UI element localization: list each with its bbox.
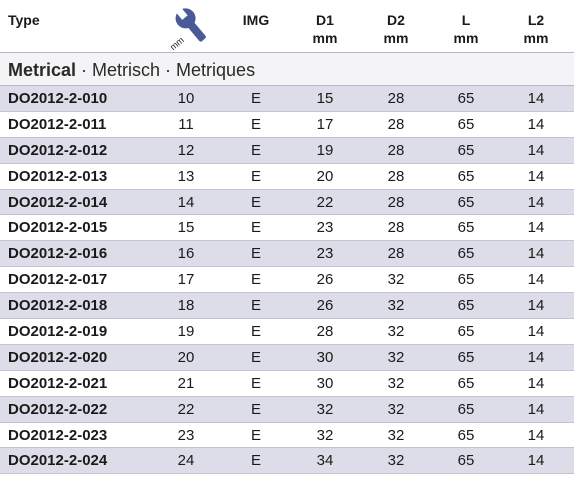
cell-img: E bbox=[250, 323, 261, 341]
cell-d2: 28 bbox=[387, 245, 405, 263]
table-row bbox=[0, 448, 574, 474]
table-row bbox=[0, 215, 574, 241]
table-row bbox=[0, 138, 574, 164]
cell-l: 65 bbox=[457, 271, 475, 289]
header-d2 bbox=[370, 0, 422, 52]
cell-d2: 28 bbox=[387, 115, 405, 133]
cell-sw: 12 bbox=[177, 141, 195, 159]
cell-type: DO2012-2-022 bbox=[8, 400, 108, 418]
table-header bbox=[0, 0, 574, 52]
cell-l: 65 bbox=[457, 297, 475, 315]
header-d1-unit: mm bbox=[312, 30, 338, 46]
section-subtitle: · Metrisch · Metriques bbox=[76, 60, 256, 80]
table-row bbox=[0, 397, 574, 423]
table-row bbox=[0, 190, 574, 216]
cell-d1: 23 bbox=[316, 245, 334, 263]
cell-img: E bbox=[250, 348, 261, 366]
cell-d2: 32 bbox=[387, 400, 405, 418]
cell-l: 65 bbox=[457, 348, 475, 366]
cell-d2: 32 bbox=[387, 297, 405, 315]
cell-d1: 26 bbox=[316, 271, 334, 289]
header-l bbox=[440, 0, 492, 52]
cell-img: E bbox=[250, 219, 261, 237]
cell-l2: 14 bbox=[527, 245, 545, 263]
header-img-label: IMG bbox=[242, 12, 270, 28]
cell-l: 65 bbox=[457, 90, 475, 107]
cell-l2: 14 bbox=[527, 141, 545, 159]
header-l2-label: L2 bbox=[527, 12, 545, 28]
table-row bbox=[0, 345, 574, 371]
cell-l: 65 bbox=[457, 323, 475, 341]
table-row bbox=[0, 267, 574, 293]
cell-type: DO2012-2-011 bbox=[8, 115, 107, 133]
table-row bbox=[0, 293, 574, 319]
cell-l2: 14 bbox=[527, 167, 545, 185]
cell-l: 65 bbox=[457, 400, 475, 418]
cell-type: DO2012-2-012 bbox=[8, 141, 108, 159]
cell-type: DO2012-2-017 bbox=[8, 271, 108, 289]
cell-l2: 14 bbox=[527, 426, 545, 444]
cell-img: E bbox=[250, 141, 261, 159]
cell-d1: 34 bbox=[316, 452, 334, 470]
cell-img: E bbox=[250, 452, 261, 470]
cell-d1: 22 bbox=[316, 193, 334, 211]
cell-img: E bbox=[250, 167, 261, 185]
cell-d2: 28 bbox=[387, 141, 405, 159]
cell-d2: 28 bbox=[387, 167, 405, 185]
wrench-icon bbox=[168, 4, 212, 50]
cell-l2: 14 bbox=[527, 400, 545, 418]
cell-img: E bbox=[250, 115, 261, 133]
cell-type: DO2012-2-010 bbox=[8, 90, 108, 107]
cell-type: DO2012-2-013 bbox=[8, 167, 108, 185]
cell-sw: 14 bbox=[177, 193, 195, 211]
section-heading bbox=[0, 52, 574, 86]
cell-d1: 17 bbox=[316, 115, 334, 133]
header-d1 bbox=[300, 0, 350, 52]
cell-l2: 14 bbox=[527, 452, 545, 470]
table-body bbox=[0, 86, 574, 474]
cell-l: 65 bbox=[457, 452, 475, 470]
cell-d1: 20 bbox=[316, 167, 334, 185]
cell-d2: 28 bbox=[387, 90, 405, 107]
cell-type: DO2012-2-019 bbox=[8, 323, 108, 341]
table-row bbox=[0, 86, 574, 112]
cell-type: DO2012-2-015 bbox=[8, 219, 108, 237]
cell-img: E bbox=[250, 400, 261, 418]
cell-l2: 14 bbox=[527, 297, 545, 315]
cell-l: 65 bbox=[457, 193, 475, 211]
cell-l2: 14 bbox=[527, 115, 545, 133]
cell-sw: 18 bbox=[177, 297, 195, 315]
wrench-unit-label: mm bbox=[168, 34, 186, 50]
cell-d2: 32 bbox=[387, 374, 405, 392]
cell-type: DO2012-2-014 bbox=[8, 193, 108, 211]
cell-d1: 26 bbox=[316, 297, 334, 315]
section-title: Metrical bbox=[8, 60, 77, 80]
table-row bbox=[0, 241, 574, 267]
cell-sw: 24 bbox=[177, 452, 195, 470]
header-l2 bbox=[508, 0, 564, 52]
cell-sw: 13 bbox=[177, 167, 195, 185]
header-d1-label: D1 bbox=[316, 12, 334, 28]
cell-d1: 23 bbox=[316, 219, 334, 237]
cell-sw: 22 bbox=[177, 400, 195, 418]
cell-l: 65 bbox=[457, 426, 475, 444]
cell-d1: 30 bbox=[316, 348, 334, 366]
cell-l2: 14 bbox=[527, 323, 545, 341]
table-row bbox=[0, 423, 574, 449]
table-row bbox=[0, 112, 574, 138]
cell-sw: 19 bbox=[177, 323, 195, 341]
cell-type: DO2012-2-018 bbox=[8, 297, 108, 315]
cell-img: E bbox=[250, 193, 261, 211]
cell-d1: 28 bbox=[316, 323, 334, 341]
cell-sw: 10 bbox=[177, 90, 195, 107]
cell-d2: 32 bbox=[387, 426, 405, 444]
cell-sw: 20 bbox=[177, 348, 195, 366]
cell-d1: 15 bbox=[316, 90, 334, 107]
cell-type: DO2012-2-024 bbox=[8, 452, 108, 470]
cell-l: 65 bbox=[457, 374, 475, 392]
cell-d1: 30 bbox=[316, 374, 334, 392]
cell-d1: 32 bbox=[316, 400, 334, 418]
cell-sw: 11 bbox=[178, 115, 194, 133]
cell-img: E bbox=[250, 245, 261, 263]
cell-l2: 14 bbox=[527, 271, 545, 289]
cell-type: DO2012-2-016 bbox=[8, 245, 108, 263]
cell-img: E bbox=[250, 271, 261, 289]
cell-d2: 28 bbox=[387, 219, 405, 237]
cell-l: 65 bbox=[457, 141, 475, 159]
cell-l: 65 bbox=[457, 245, 475, 263]
cell-img: E bbox=[250, 374, 261, 392]
table-row bbox=[0, 319, 574, 345]
cell-d2: 32 bbox=[387, 452, 405, 470]
header-d2-unit: mm bbox=[383, 30, 409, 46]
cell-sw: 15 bbox=[177, 219, 195, 237]
table-row bbox=[0, 371, 574, 397]
header-type: Type bbox=[8, 12, 40, 28]
cell-d2: 32 bbox=[387, 271, 405, 289]
cell-l2: 14 bbox=[527, 90, 545, 107]
cell-type: DO2012-2-020 bbox=[8, 348, 108, 366]
cell-d2: 28 bbox=[387, 193, 405, 211]
cell-d1: 32 bbox=[316, 426, 334, 444]
header-l-label: L bbox=[461, 12, 471, 28]
header-d2-label: D2 bbox=[387, 12, 405, 28]
cell-l2: 14 bbox=[527, 193, 545, 211]
cell-l2: 14 bbox=[527, 374, 545, 392]
header-l-unit: mm bbox=[453, 30, 479, 46]
cell-type: DO2012-2-023 bbox=[8, 426, 108, 444]
cell-l: 65 bbox=[457, 219, 475, 237]
cell-l2: 14 bbox=[527, 219, 545, 237]
cell-l2: 14 bbox=[527, 348, 545, 366]
cell-img: E bbox=[250, 297, 261, 315]
header-l2-unit: mm bbox=[523, 30, 549, 46]
cell-l: 65 bbox=[457, 115, 475, 133]
cell-l: 65 bbox=[457, 167, 475, 185]
cell-d1: 19 bbox=[316, 141, 334, 159]
cell-sw: 23 bbox=[177, 426, 195, 444]
header-img bbox=[232, 0, 280, 52]
cell-sw: 16 bbox=[177, 245, 195, 263]
cell-sw: 17 bbox=[177, 271, 195, 289]
cell-d2: 32 bbox=[387, 348, 405, 366]
cell-type: DO2012-2-021 bbox=[8, 374, 108, 392]
table-row bbox=[0, 164, 574, 190]
cell-sw: 21 bbox=[177, 374, 195, 392]
cell-img: E bbox=[250, 90, 261, 107]
cell-img: E bbox=[250, 426, 261, 444]
cell-d2: 32 bbox=[387, 323, 405, 341]
